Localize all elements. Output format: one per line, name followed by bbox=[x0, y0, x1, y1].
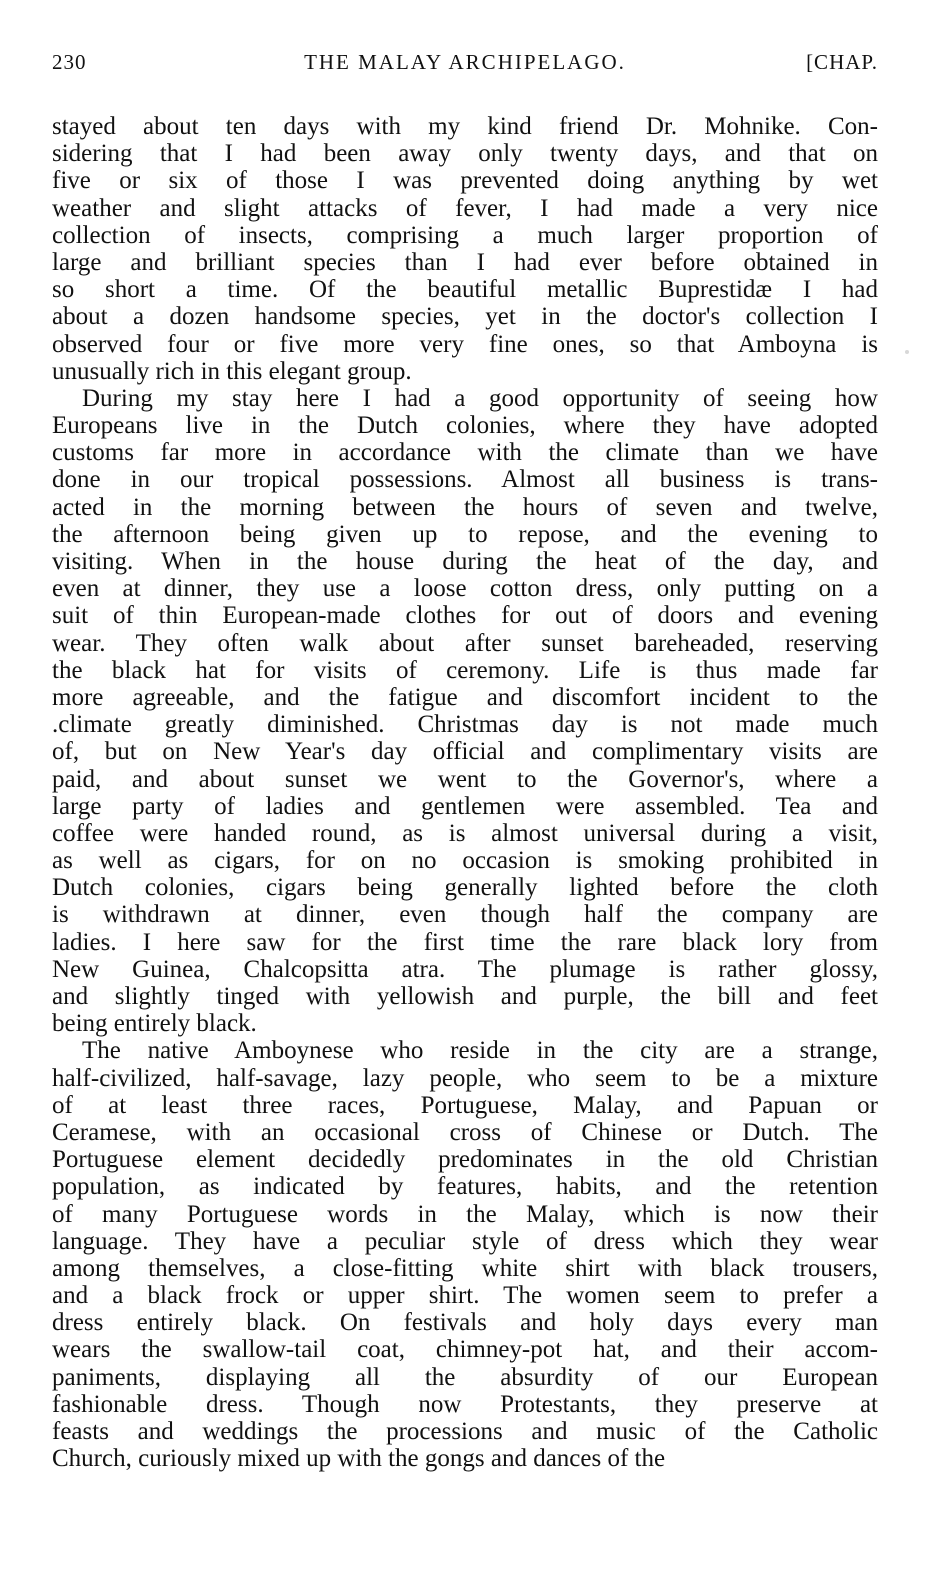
text-line: coffee were handed round, as is almost universal during a visit, bbox=[52, 819, 878, 847]
text-line: weather and slight attacks of fever, I had made a very nice bbox=[52, 194, 878, 222]
text-line: of many Portuguese words in the Malay, which is now their bbox=[52, 1200, 878, 1228]
running-head bbox=[52, 50, 878, 82]
body-text bbox=[52, 113, 878, 1472]
text-line: fashionable dress. Though now Protestants, they preserve at bbox=[52, 1390, 878, 1418]
text-line: the black hat for visits of ceremony. Life is thus made far bbox=[52, 656, 878, 684]
text-line: even at dinner, they use a loose cotton dress, only putting on a bbox=[52, 575, 878, 603]
text-line: so short a time. Of the beautiful metallic Buprestidæ I had bbox=[52, 276, 878, 304]
text-line: Dutch colonies, cigars being generally lighted before the cloth bbox=[52, 874, 878, 902]
text-line: and slightly tinged with yellowish and purple, the bill and feet bbox=[52, 983, 878, 1010]
chapter-marker: [CHAP. bbox=[806, 50, 878, 74]
text-line: Europeans live in the Dutch colonies, where they have adopted bbox=[52, 412, 878, 440]
text-line: language. They have a peculiar style of dress which they wear bbox=[52, 1227, 878, 1255]
page-speck bbox=[905, 350, 909, 354]
text-line: customs far more in accordance with the climate than we have bbox=[52, 439, 878, 467]
text-line: and a black frock or upper shirt. The women seem to prefer a bbox=[52, 1282, 878, 1310]
text-line: visiting. When in the house during the heat of the day, and bbox=[52, 548, 878, 575]
paragraph bbox=[52, 1037, 878, 1472]
text-line: dress entirely black. On festivals and holy days every man bbox=[52, 1309, 878, 1337]
text-line: collection of insects, comprising a much larger proportion of bbox=[52, 221, 878, 249]
text-line: .climate greatly diminished. Christmas day is not made much bbox=[52, 711, 878, 739]
text-line: paniments, displaying all the absurdity of our European bbox=[52, 1363, 878, 1391]
text-line: five or six of those I was prevented doing anything by wet bbox=[52, 167, 878, 195]
text-line: as well as cigars, for on no occasion is smoking prohibited in bbox=[52, 847, 878, 875]
paragraph bbox=[52, 113, 878, 385]
text-line: large party of ladies and gentlemen were assembled. Tea and bbox=[52, 792, 878, 820]
text-line: New Guinea, Chalcopsitta atra. The plumage is rather glossy, bbox=[52, 955, 878, 983]
text-line: paid, and about sunset we went to the Governor's, where a bbox=[52, 765, 878, 793]
text-line: Portuguese element decidedly predominates in the old Christian bbox=[52, 1146, 878, 1174]
text-line: more agreeable, and the fatigue and discomfort incident to the bbox=[52, 683, 878, 711]
text-line: Church, curiously mixed up with the gongs and dances of the bbox=[52, 1445, 666, 1473]
text-line: wears the swallow-tail coat, chimney-pot hat, and their accom- bbox=[52, 1336, 878, 1364]
text-line: feasts and weddings the processions and music of the Catholic bbox=[52, 1418, 878, 1445]
text-line: sidering that I had been away only twenty days, and that on bbox=[52, 140, 878, 168]
book-title: THE MALAY ARCHIPELAGO. bbox=[304, 50, 626, 74]
text-line: population, as indicated by features, habits, and the retention bbox=[52, 1173, 878, 1201]
paragraph bbox=[52, 385, 878, 1038]
text-line: half-civilized, half-savage, lazy people, who seem to be a mixture bbox=[52, 1064, 878, 1092]
text-line: During my stay here I had a good opportunity of seeing how bbox=[82, 384, 878, 412]
text-line: wear. They often walk about after sunset bareheaded, reserving bbox=[52, 629, 878, 657]
text-line: done in our tropical possessions. Almost all business is trans- bbox=[52, 466, 878, 494]
text-line: suit of thin European-made clothes for out of doors and evening bbox=[52, 602, 878, 630]
text-line: the afternoon being given up to repose, and the evening to bbox=[52, 520, 878, 548]
text-line: observed four or five more very fine ones, so that Amboyna is bbox=[52, 330, 878, 358]
text-line: is withdrawn at dinner, even though half the company are bbox=[52, 901, 878, 929]
text-line: about a dozen handsome species, yet in the doctor's collection I bbox=[52, 303, 878, 331]
text-line: of, but on New Year's day official and complimentary visits are bbox=[52, 738, 878, 766]
text-line: stayed about ten days with my kind friend Dr. Mohnike. Con- bbox=[52, 113, 878, 140]
text-line: Ceramese, with an occasional cross of Chinese or Dutch. The bbox=[52, 1118, 878, 1146]
text-line: The native Amboynese who reside in the city are a strange, bbox=[82, 1037, 878, 1065]
text-line: among themselves, a close-fitting white shirt with black trousers, bbox=[52, 1254, 878, 1282]
text-line: large and brilliant species than I had ever before obtained in bbox=[52, 248, 878, 276]
text-line: of at least three races, Portuguese, Malay, and Papuan or bbox=[52, 1091, 878, 1119]
text-line: acted in the morning between the hours of seven and twelve, bbox=[52, 493, 878, 521]
text-line: unusually rich in this elegant group. bbox=[52, 357, 412, 385]
page-number: 230 bbox=[52, 50, 87, 74]
text-line: ladies. I here saw for the first time the rare black lory from bbox=[52, 928, 878, 956]
text-line: being entirely black. bbox=[52, 1010, 257, 1038]
